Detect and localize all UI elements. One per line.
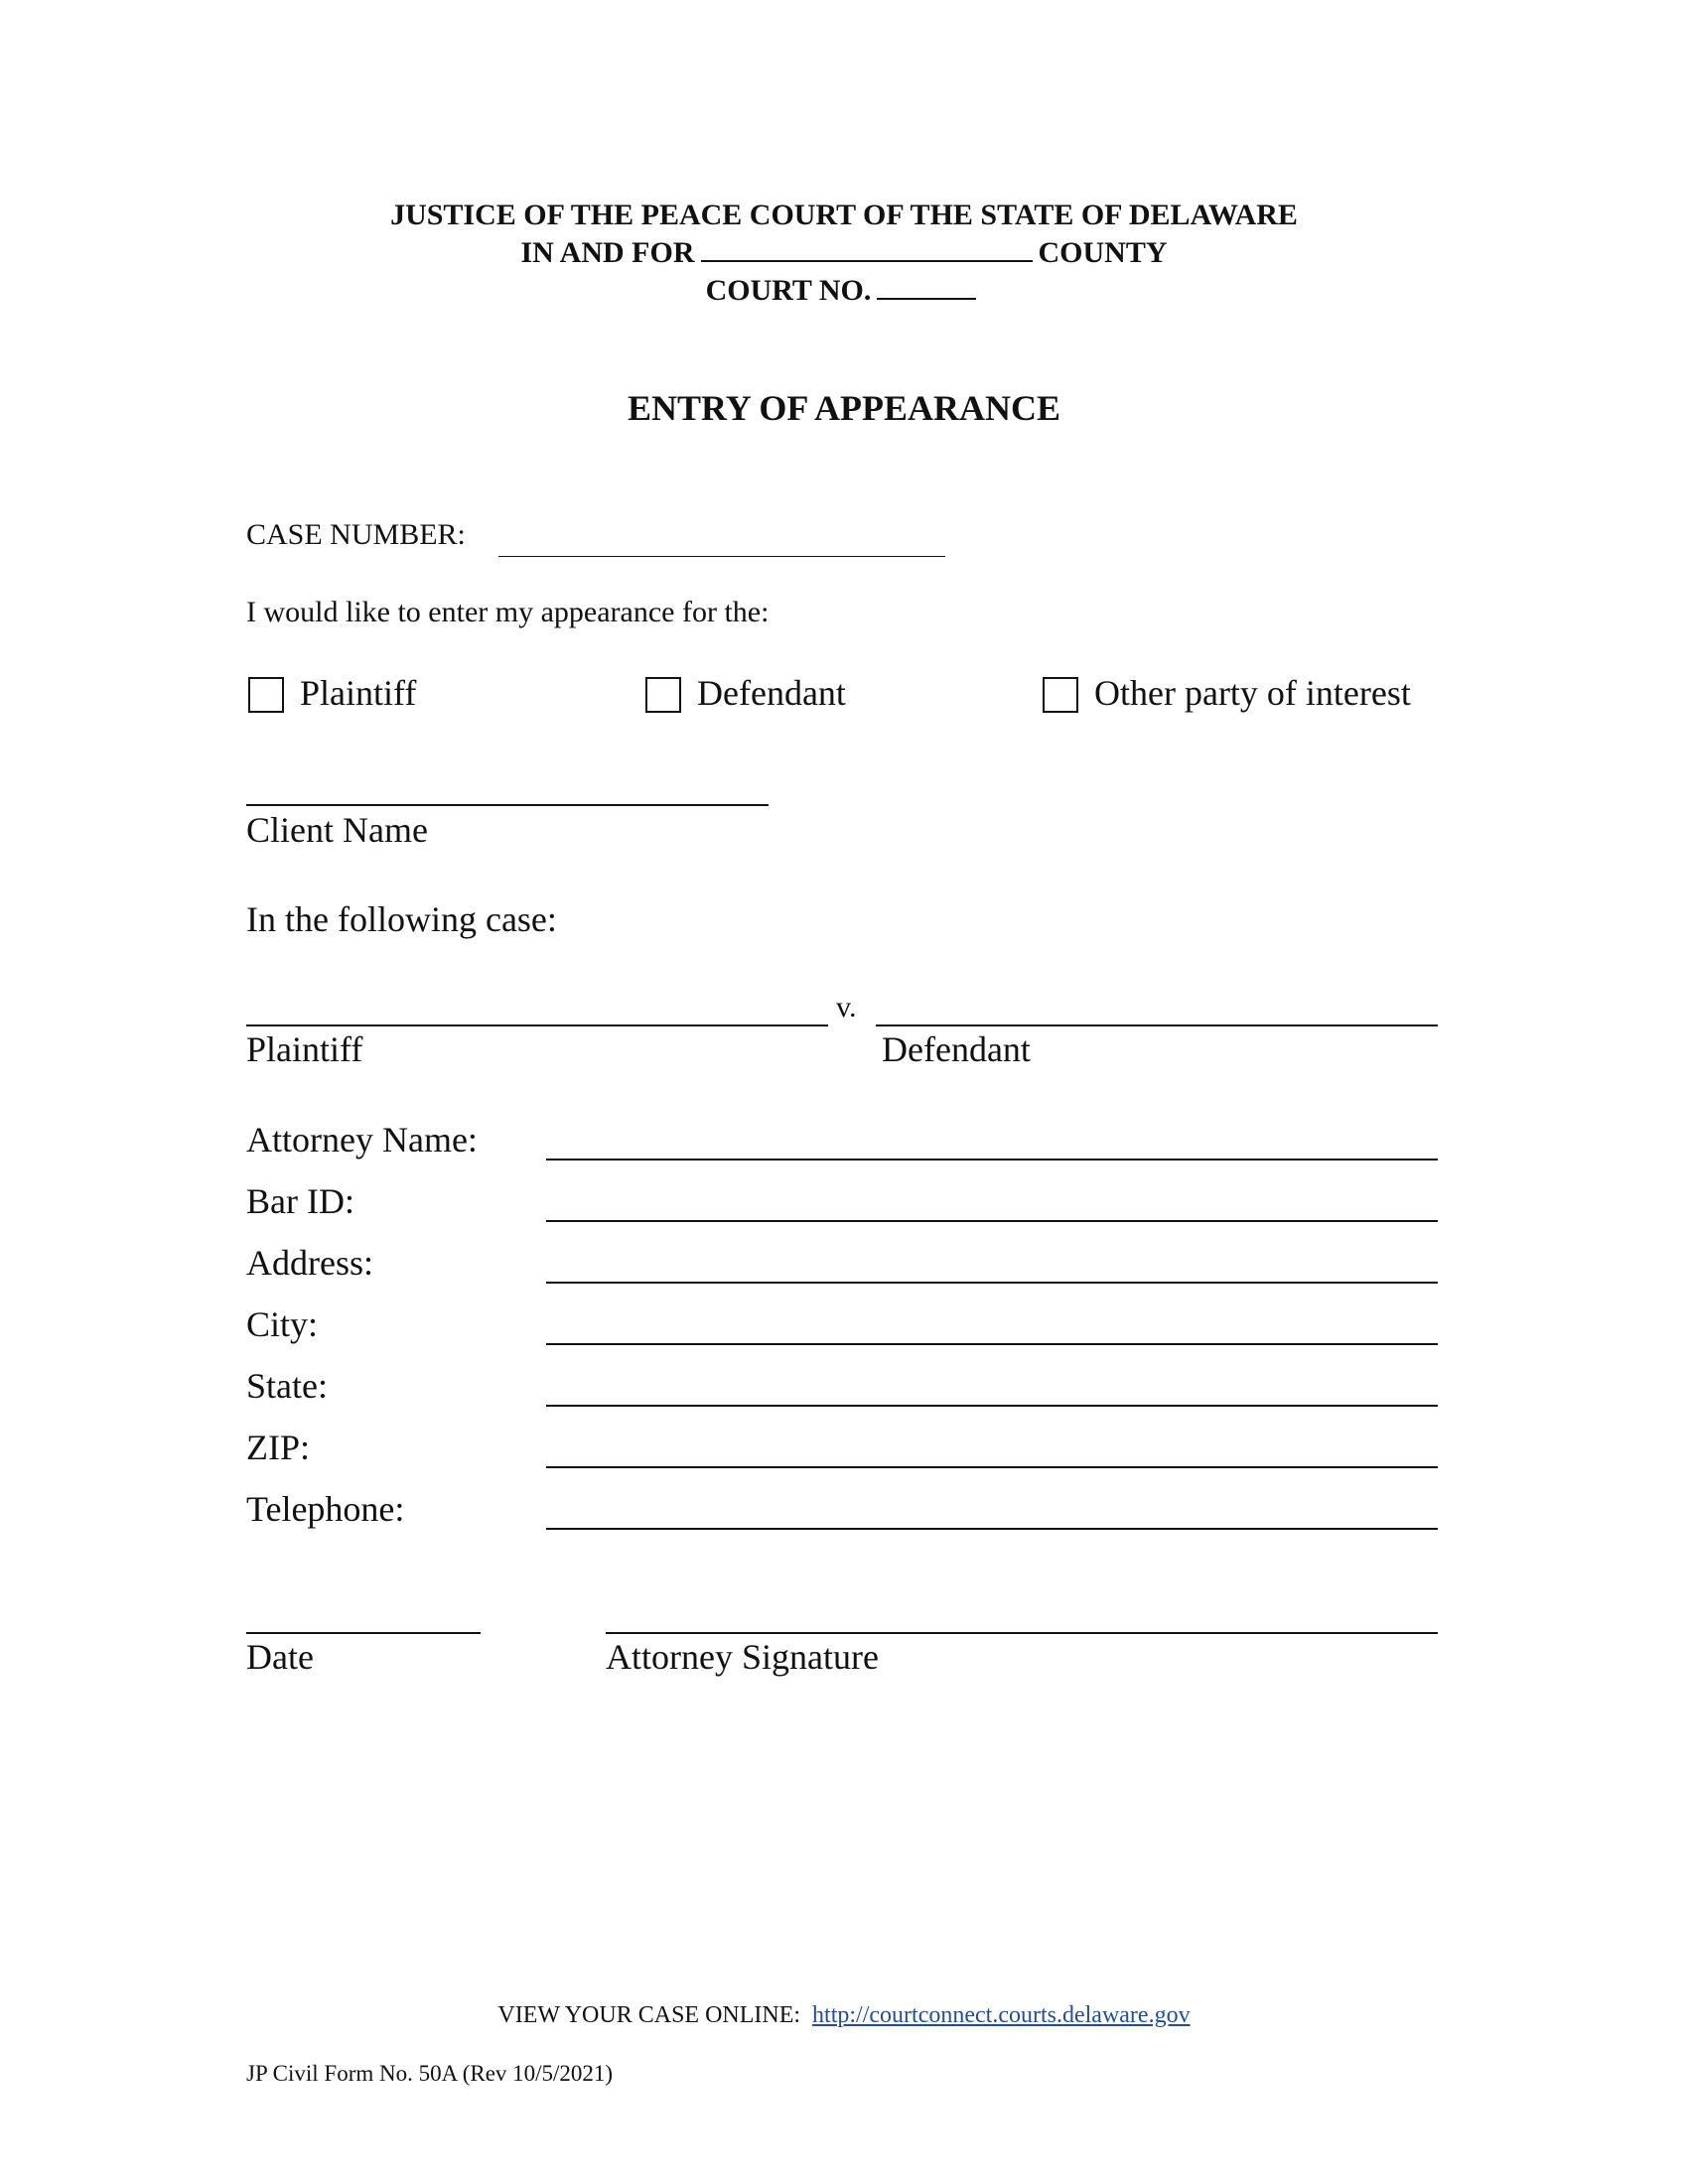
in-and-for-text: IN AND FOR (520, 236, 695, 269)
plaintiff-checkbox[interactable] (248, 677, 284, 713)
other-party-option-label: Other party of interest (1094, 673, 1411, 713)
case-plaintiff-label: Plaintiff (246, 1029, 363, 1069)
view-online-footer (0, 2002, 1688, 2029)
zip-line[interactable] (546, 1466, 1438, 1468)
county-heading (0, 234, 1688, 272)
court-number-heading (0, 272, 1688, 310)
case-number-line (498, 556, 945, 557)
county-blank (701, 236, 1033, 262)
city-label: City: (246, 1304, 319, 1344)
attorney-name-label: Attorney Name: (246, 1120, 478, 1160)
state-label: State: (246, 1366, 328, 1406)
client-name-line[interactable] (246, 804, 769, 806)
date-label: Date (246, 1637, 314, 1677)
date-line[interactable] (246, 1632, 481, 1634)
bar-id-label: Bar ID: (246, 1181, 354, 1221)
other-party-checkbox[interactable] (1043, 677, 1078, 713)
case-defendant-line[interactable] (876, 1024, 1438, 1026)
court-no-blank (877, 274, 976, 300)
case-number-label: CASE NUMBER: (246, 518, 466, 551)
defendant-checkbox[interactable] (645, 677, 681, 713)
telephone-label: Telephone: (246, 1489, 405, 1529)
signature-label: Attorney Signature (606, 1637, 879, 1677)
case-defendant-label: Defendant (882, 1029, 1031, 1069)
state-line[interactable] (546, 1405, 1438, 1407)
city-line[interactable] (546, 1343, 1438, 1345)
attorney-name-line[interactable] (546, 1159, 1438, 1160)
bar-id-line[interactable] (546, 1220, 1438, 1222)
court-no-text: COURT NO. (705, 274, 872, 307)
following-case-text: In the following case: (246, 899, 557, 939)
zip-label: ZIP: (246, 1428, 311, 1467)
telephone-line[interactable] (546, 1528, 1438, 1530)
address-label: Address: (246, 1243, 373, 1283)
view-online-text: VIEW YOUR CASE ONLINE: (497, 2002, 801, 2028)
page-title: ENTRY OF APPEARANCE (627, 388, 1061, 428)
appearance-intro: I would like to enter my appearance for the: (246, 596, 770, 628)
address-line[interactable] (546, 1282, 1438, 1284)
court-name-heading: JUSTICE OF THE PEACE COURT OF THE STATE OF DELAWARE (390, 199, 1298, 231)
signature-line[interactable] (606, 1632, 1438, 1634)
defendant-option-label: Defendant (697, 673, 846, 713)
versus-text: v. (836, 991, 857, 1024)
client-name-label: Client Name (246, 810, 428, 850)
courtconnect-link[interactable]: http://courtconnect.courts.delaware.gov (812, 2002, 1191, 2028)
case-plaintiff-line[interactable] (246, 1024, 828, 1026)
county-text: COUNTY (1038, 236, 1168, 269)
plaintiff-option-label: Plaintiff (300, 673, 417, 713)
form-number: JP Civil Form No. 50A (Rev 10/5/2021) (246, 2061, 614, 2086)
